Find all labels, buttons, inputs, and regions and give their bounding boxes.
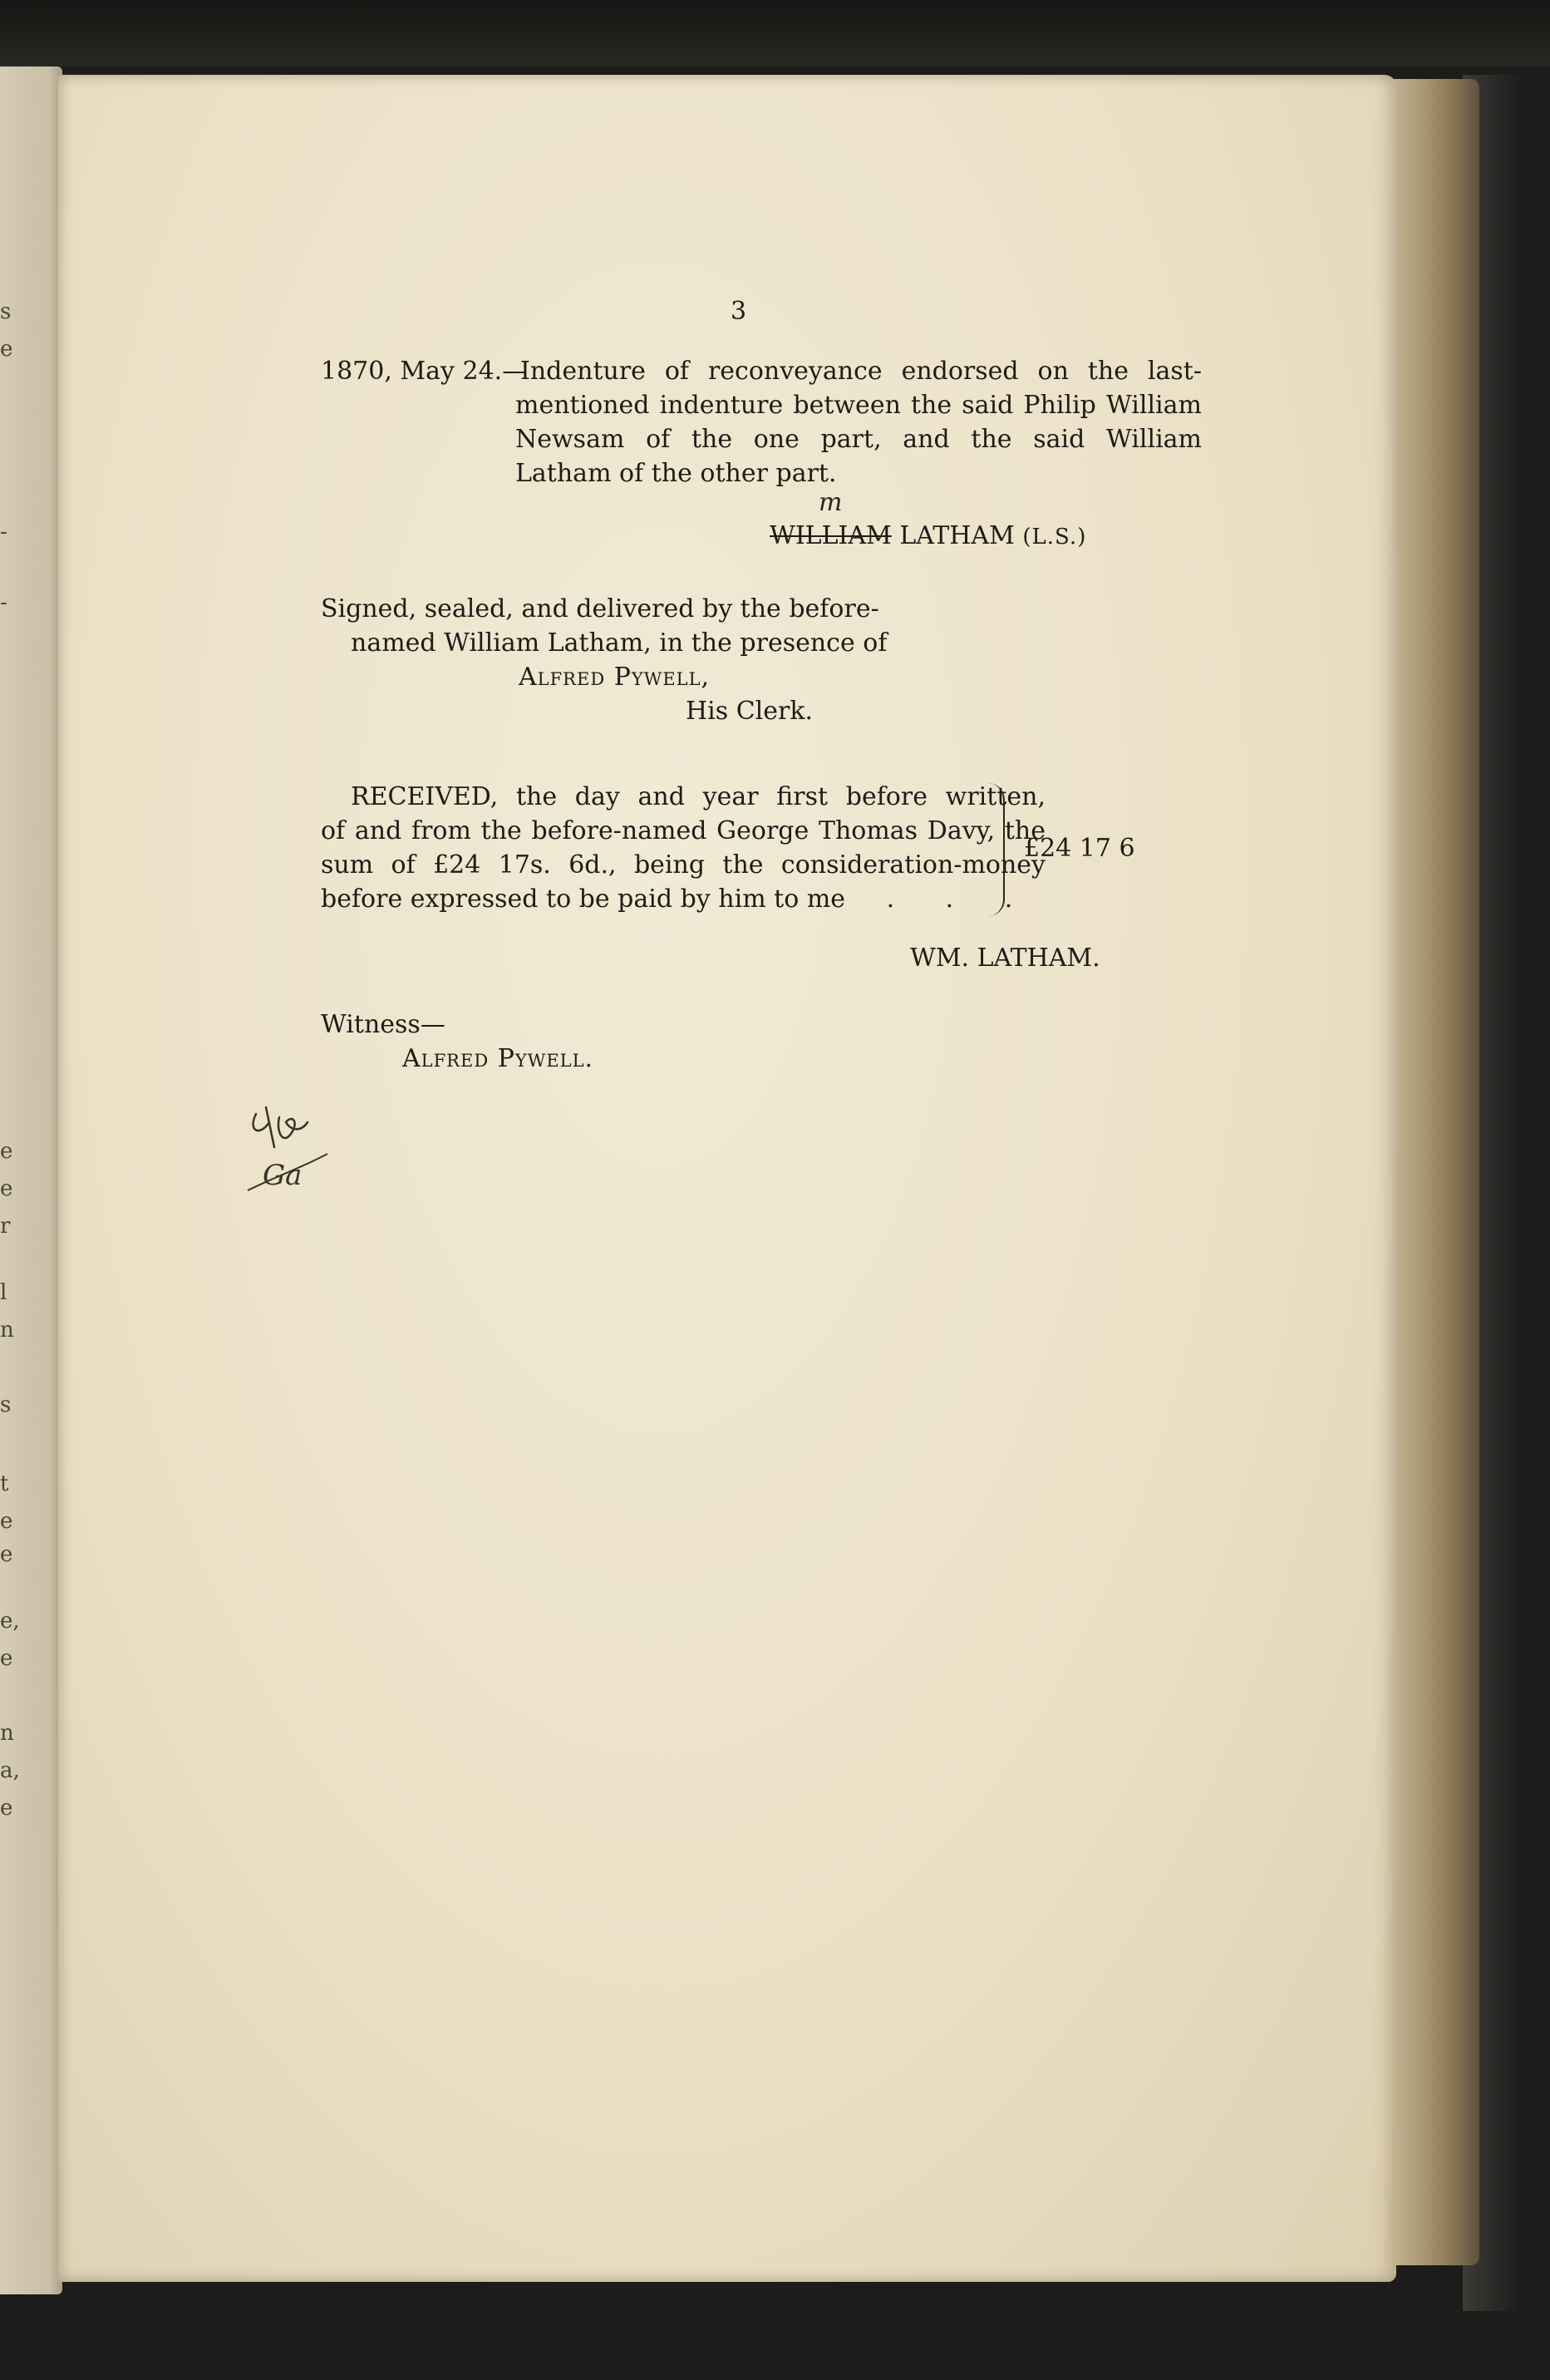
left-page-fragment: e: [0, 1542, 13, 1567]
left-page-edge: [0, 67, 62, 2294]
receipt-line-3: sum of £24 17s. 6d., being the consideration-money: [321, 850, 1046, 880]
left-page-fragment: e: [0, 1646, 13, 1671]
left-page-fragment: n: [0, 1721, 14, 1746]
receipt-signature: WM. LATHAM.: [910, 944, 1100, 973]
witness-label: Witness—: [321, 1010, 445, 1039]
page-stack-edge: [1388, 79, 1479, 2265]
receipt-dots: . . .: [886, 884, 1035, 914]
left-page-fragment: e: [0, 337, 13, 362]
entry-line-4: Latham of the other part.: [515, 459, 837, 488]
left-page-fragment: e: [0, 1796, 13, 1821]
left-page-fragment: e: [0, 1139, 13, 1164]
entry-dash: —: [502, 357, 528, 386]
binding-top: [0, 0, 1550, 67]
seal-mark: (L.S.): [1022, 525, 1087, 549]
receipt-amount: £24 17 6: [1024, 834, 1135, 863]
entry-date: [321, 354, 527, 388]
left-page-fragment: a,: [0, 1758, 20, 1783]
handwritten-annotation: Ga: [263, 1159, 303, 1192]
struck-name: WILLIAM: [770, 521, 892, 550]
entry-line-3: Newsam of the one part, and the said William: [515, 425, 1202, 454]
left-page-fragment: s: [0, 1392, 12, 1417]
left-page-fragment: n: [0, 1318, 14, 1343]
receipt-line-2: of and from the before-named George Thomas Davy, the: [321, 816, 1046, 845]
entry-line-2: mentioned indenture between the said Philip William: [515, 391, 1202, 420]
left-page-fragment: s: [0, 299, 12, 324]
witness-name: Alfred Pywell.: [402, 1044, 594, 1073]
receipt-line-4-text: before expressed to be paid by him to me: [321, 884, 846, 914]
handwritten-initials: [241, 1097, 341, 1214]
attestation-line-2: named William Latham, in the presence of: [351, 628, 888, 658]
receipt-brace: [985, 783, 1005, 916]
signature-line: [770, 519, 1086, 554]
left-page-fragment: e,: [0, 1609, 20, 1633]
entry-line-1: Indenture of reconveyance endorsed on the last-: [520, 357, 1202, 386]
attestation-line-1: Signed, sealed, and delivered by the before-: [321, 594, 879, 623]
left-page-fragment: l: [0, 1280, 7, 1305]
left-page-fragment: -: [0, 520, 7, 544]
entry-date-text: 1870, May 24.: [321, 357, 503, 386]
left-page-fragment: r: [0, 1214, 11, 1239]
page-number: 3: [731, 297, 747, 326]
signature-name: LATHAM: [899, 521, 1015, 550]
attestation-witness: Alfred Pywell,: [519, 663, 711, 692]
handwritten-correction: m: [819, 488, 843, 517]
left-page-fragment: -: [0, 590, 7, 615]
left-page-fragment: t: [0, 1471, 9, 1496]
receipt-line-4: [321, 882, 1034, 916]
left-page-fragment: e: [0, 1509, 13, 1534]
document-page: [58, 75, 1396, 2282]
left-page-fragment: e: [0, 1176, 13, 1201]
receipt-line-1: RECEIVED, the day and year first before written,: [351, 782, 1046, 811]
attestation-role: His Clerk.: [686, 697, 814, 726]
